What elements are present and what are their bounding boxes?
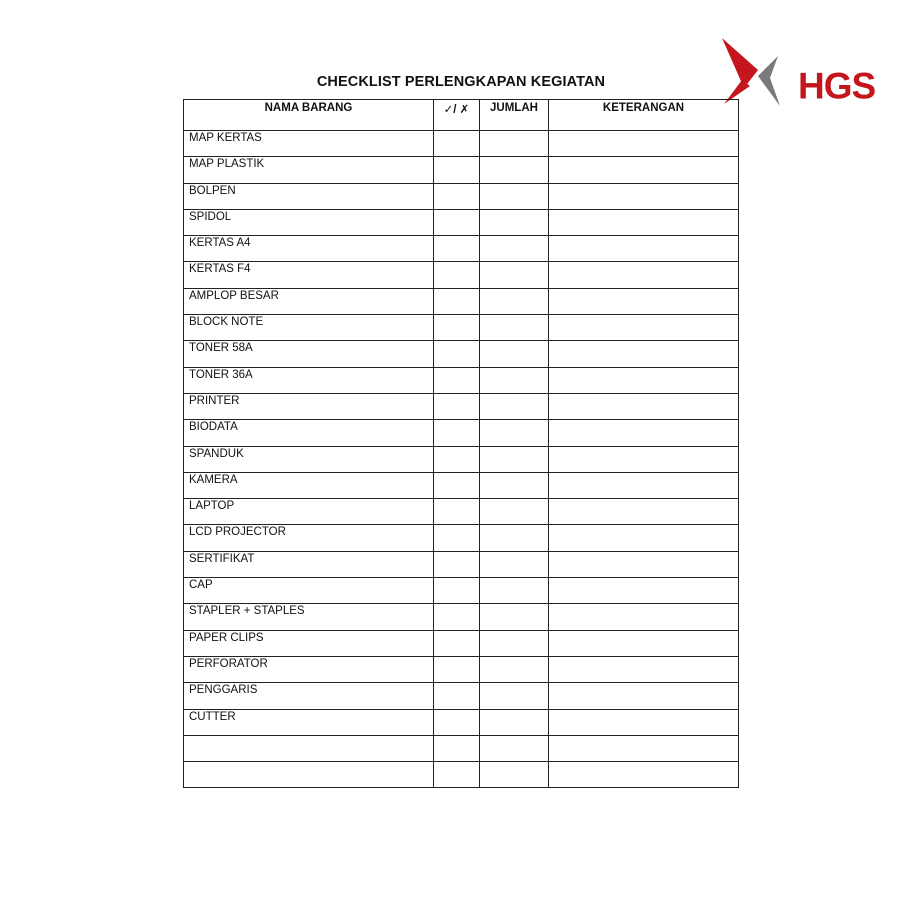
item-name-cell: TONER 58A [184, 341, 434, 367]
check-cell[interactable] [434, 262, 480, 288]
page-title: CHECKLIST PERLENGKAPAN KEGIATAN [316, 74, 606, 90]
check-cell[interactable] [434, 499, 480, 525]
quantity-cell[interactable] [480, 209, 549, 235]
item-name-cell [184, 762, 434, 788]
item-name-cell: MAP PLASTIK [184, 157, 434, 183]
quantity-cell[interactable] [480, 656, 549, 682]
check-cell[interactable] [434, 446, 480, 472]
check-cell[interactable] [434, 367, 480, 393]
checklist-table [183, 99, 739, 788]
quantity-cell[interactable] [480, 735, 549, 761]
table-row [184, 472, 739, 498]
notes-cell[interactable] [549, 709, 739, 735]
check-cell[interactable] [434, 735, 480, 761]
item-name-cell: KAMERA [184, 472, 434, 498]
notes-cell[interactable] [549, 446, 739, 472]
table-row [184, 551, 739, 577]
quantity-cell[interactable] [480, 341, 549, 367]
table-row [184, 683, 739, 709]
column-header-notes: KETERANGAN [549, 100, 739, 131]
notes-cell[interactable] [549, 735, 739, 761]
table-row [184, 499, 739, 525]
quantity-cell[interactable] [480, 315, 549, 341]
notes-cell[interactable] [549, 157, 739, 183]
check-cell[interactable] [434, 604, 480, 630]
check-cell[interactable] [434, 578, 480, 604]
check-cell[interactable] [434, 762, 480, 788]
notes-cell[interactable] [549, 131, 739, 157]
item-name-cell: SERTIFIKAT [184, 551, 434, 577]
quantity-cell[interactable] [480, 367, 549, 393]
table-row [184, 209, 739, 235]
item-name-cell: AMPLOP BESAR [184, 288, 434, 314]
item-name-cell: SPANDUK [184, 446, 434, 472]
notes-cell[interactable] [549, 262, 739, 288]
notes-cell[interactable] [549, 367, 739, 393]
check-cell[interactable] [434, 630, 480, 656]
check-cell[interactable] [434, 709, 480, 735]
item-name-cell: LAPTOP [184, 499, 434, 525]
notes-cell[interactable] [549, 209, 739, 235]
table-row [184, 183, 739, 209]
quantity-cell[interactable] [480, 630, 549, 656]
notes-cell[interactable] [549, 499, 739, 525]
table-row [184, 315, 739, 341]
notes-cell[interactable] [549, 762, 739, 788]
notes-cell[interactable] [549, 236, 739, 262]
item-name-cell [184, 735, 434, 761]
check-cell[interactable] [434, 288, 480, 314]
column-header-check: ✓/ ✗ [434, 100, 480, 131]
quantity-cell[interactable] [480, 236, 549, 262]
table-row [184, 578, 739, 604]
quantity-cell[interactable] [480, 131, 549, 157]
table-row [184, 604, 739, 630]
check-cell[interactable] [434, 656, 480, 682]
hgs-logo [720, 36, 880, 108]
notes-cell[interactable] [549, 288, 739, 314]
table-row [184, 367, 739, 393]
table-row [184, 420, 739, 446]
table-row [184, 131, 739, 157]
quantity-cell[interactable] [480, 446, 549, 472]
check-cell[interactable] [434, 209, 480, 235]
item-name-cell: PENGGARIS [184, 683, 434, 709]
item-name-cell: PRINTER [184, 393, 434, 419]
table-row [184, 393, 739, 419]
quantity-cell[interactable] [480, 472, 549, 498]
table-row [184, 525, 739, 551]
notes-cell[interactable] [549, 420, 739, 446]
notes-cell[interactable] [549, 578, 739, 604]
table-row [184, 341, 739, 367]
table-row [184, 446, 739, 472]
check-cell[interactable] [434, 420, 480, 446]
quantity-cell[interactable] [480, 499, 549, 525]
quantity-cell[interactable] [480, 262, 549, 288]
notes-cell[interactable] [549, 656, 739, 682]
column-header-name: NAMA BARANG [184, 100, 434, 131]
table-row [184, 709, 739, 735]
checklist-body [184, 131, 739, 788]
quantity-cell[interactable] [480, 157, 549, 183]
item-name-cell: TONER 36A [184, 367, 434, 393]
check-cell[interactable] [434, 393, 480, 419]
table-row [184, 262, 739, 288]
check-cell[interactable] [434, 183, 480, 209]
table-row [184, 762, 739, 788]
table-row [184, 656, 739, 682]
quantity-cell[interactable] [480, 183, 549, 209]
check-cell[interactable] [434, 472, 480, 498]
quantity-cell[interactable] [480, 525, 549, 551]
item-name-cell: SPIDOL [184, 209, 434, 235]
quantity-cell[interactable] [480, 709, 549, 735]
table-header-row [184, 100, 739, 131]
notes-cell[interactable] [549, 472, 739, 498]
table-row [184, 288, 739, 314]
quantity-cell[interactable] [480, 578, 549, 604]
item-name-cell: BLOCK NOTE [184, 315, 434, 341]
quantity-cell[interactable] [480, 551, 549, 577]
notes-cell[interactable] [549, 315, 739, 341]
check-cell[interactable] [434, 683, 480, 709]
item-name-cell: BOLPEN [184, 183, 434, 209]
check-cell[interactable] [434, 551, 480, 577]
item-name-cell: STAPLER + STAPLES [184, 604, 434, 630]
check-cell[interactable] [434, 315, 480, 341]
notes-cell[interactable] [549, 525, 739, 551]
table-row [184, 735, 739, 761]
table-row [184, 157, 739, 183]
check-cell[interactable] [434, 341, 480, 367]
quantity-cell[interactable] [480, 683, 549, 709]
notes-cell[interactable] [549, 551, 739, 577]
quantity-cell[interactable] [480, 420, 549, 446]
item-name-cell: KERTAS F4 [184, 262, 434, 288]
logo-text: HGS [798, 65, 876, 107]
item-name-cell: BIODATA [184, 420, 434, 446]
check-cell[interactable] [434, 131, 480, 157]
quantity-cell[interactable] [480, 604, 549, 630]
check-cell[interactable] [434, 236, 480, 262]
item-name-cell: KERTAS A4 [184, 236, 434, 262]
notes-cell[interactable] [549, 683, 739, 709]
notes-cell[interactable] [549, 630, 739, 656]
table-row [184, 236, 739, 262]
item-name-cell: LCD PROJECTOR [184, 525, 434, 551]
item-name-cell: CUTTER [184, 709, 434, 735]
item-name-cell: PAPER CLIPS [184, 630, 434, 656]
notes-cell[interactable] [549, 183, 739, 209]
notes-cell[interactable] [549, 341, 739, 367]
notes-cell[interactable] [549, 604, 739, 630]
item-name-cell: MAP KERTAS [184, 131, 434, 157]
check-cell[interactable] [434, 525, 480, 551]
item-name-cell: CAP [184, 578, 434, 604]
quantity-cell[interactable] [480, 393, 549, 419]
notes-cell[interactable] [549, 393, 739, 419]
column-header-quantity: JUMLAH [480, 100, 549, 131]
item-name-cell: PERFORATOR [184, 656, 434, 682]
quantity-cell[interactable] [480, 762, 549, 788]
hgs-logo-mark-icon [720, 36, 800, 108]
quantity-cell[interactable] [480, 288, 549, 314]
check-cell[interactable] [434, 157, 480, 183]
table-row [184, 630, 739, 656]
